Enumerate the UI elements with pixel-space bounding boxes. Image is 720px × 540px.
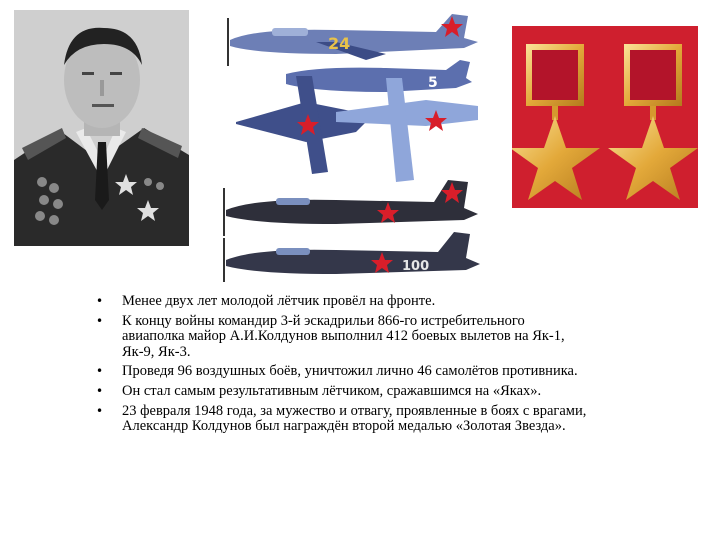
pilot-portrait-icon <box>14 10 189 246</box>
yak-fighter-planes-icon <box>216 2 492 284</box>
medal-right <box>608 44 698 200</box>
plane-marking-5: 5 <box>428 75 438 91</box>
plane-marking-100: 100 <box>402 259 430 274</box>
pilot-portrait-photo <box>14 10 189 246</box>
plane-side-24 <box>228 14 478 66</box>
list-item: • 23 февраля 1948 года, за мужество и отвагу, проявленные в боях с врагами, Александр Колдунов был награждён второй медалью «Золотая Звезда». <box>88 404 588 435</box>
aircraft-illustration <box>216 2 492 284</box>
plane-marking-24: 24 <box>328 34 351 53</box>
medal-left <box>512 44 600 200</box>
list-item: • Проведя 96 воздушных боёв, уничтожил лично 46 самолётов противника. <box>88 364 588 380</box>
biography-bullet-list <box>88 294 588 439</box>
list-item: • Менее двух лет молодой лётчик провёл на фронте. <box>88 294 588 310</box>
list-item: • К концу войны командир 3-й эскадрильи 866-го истребительного авиаполка майор А.И.Колдунов выполнил 412 боевых вылетов на Як-1, Як-9, Як-3. <box>88 314 588 361</box>
gold-star-medals-icon <box>512 26 698 208</box>
plane-side-100 <box>224 232 480 282</box>
gold-star-medals <box>512 26 698 208</box>
plane-side-dark <box>224 180 478 236</box>
plane-side-5 <box>286 60 472 92</box>
list-item: • Он стал самым результативным лётчиком, сражавшимся на «Яках». <box>88 384 588 400</box>
